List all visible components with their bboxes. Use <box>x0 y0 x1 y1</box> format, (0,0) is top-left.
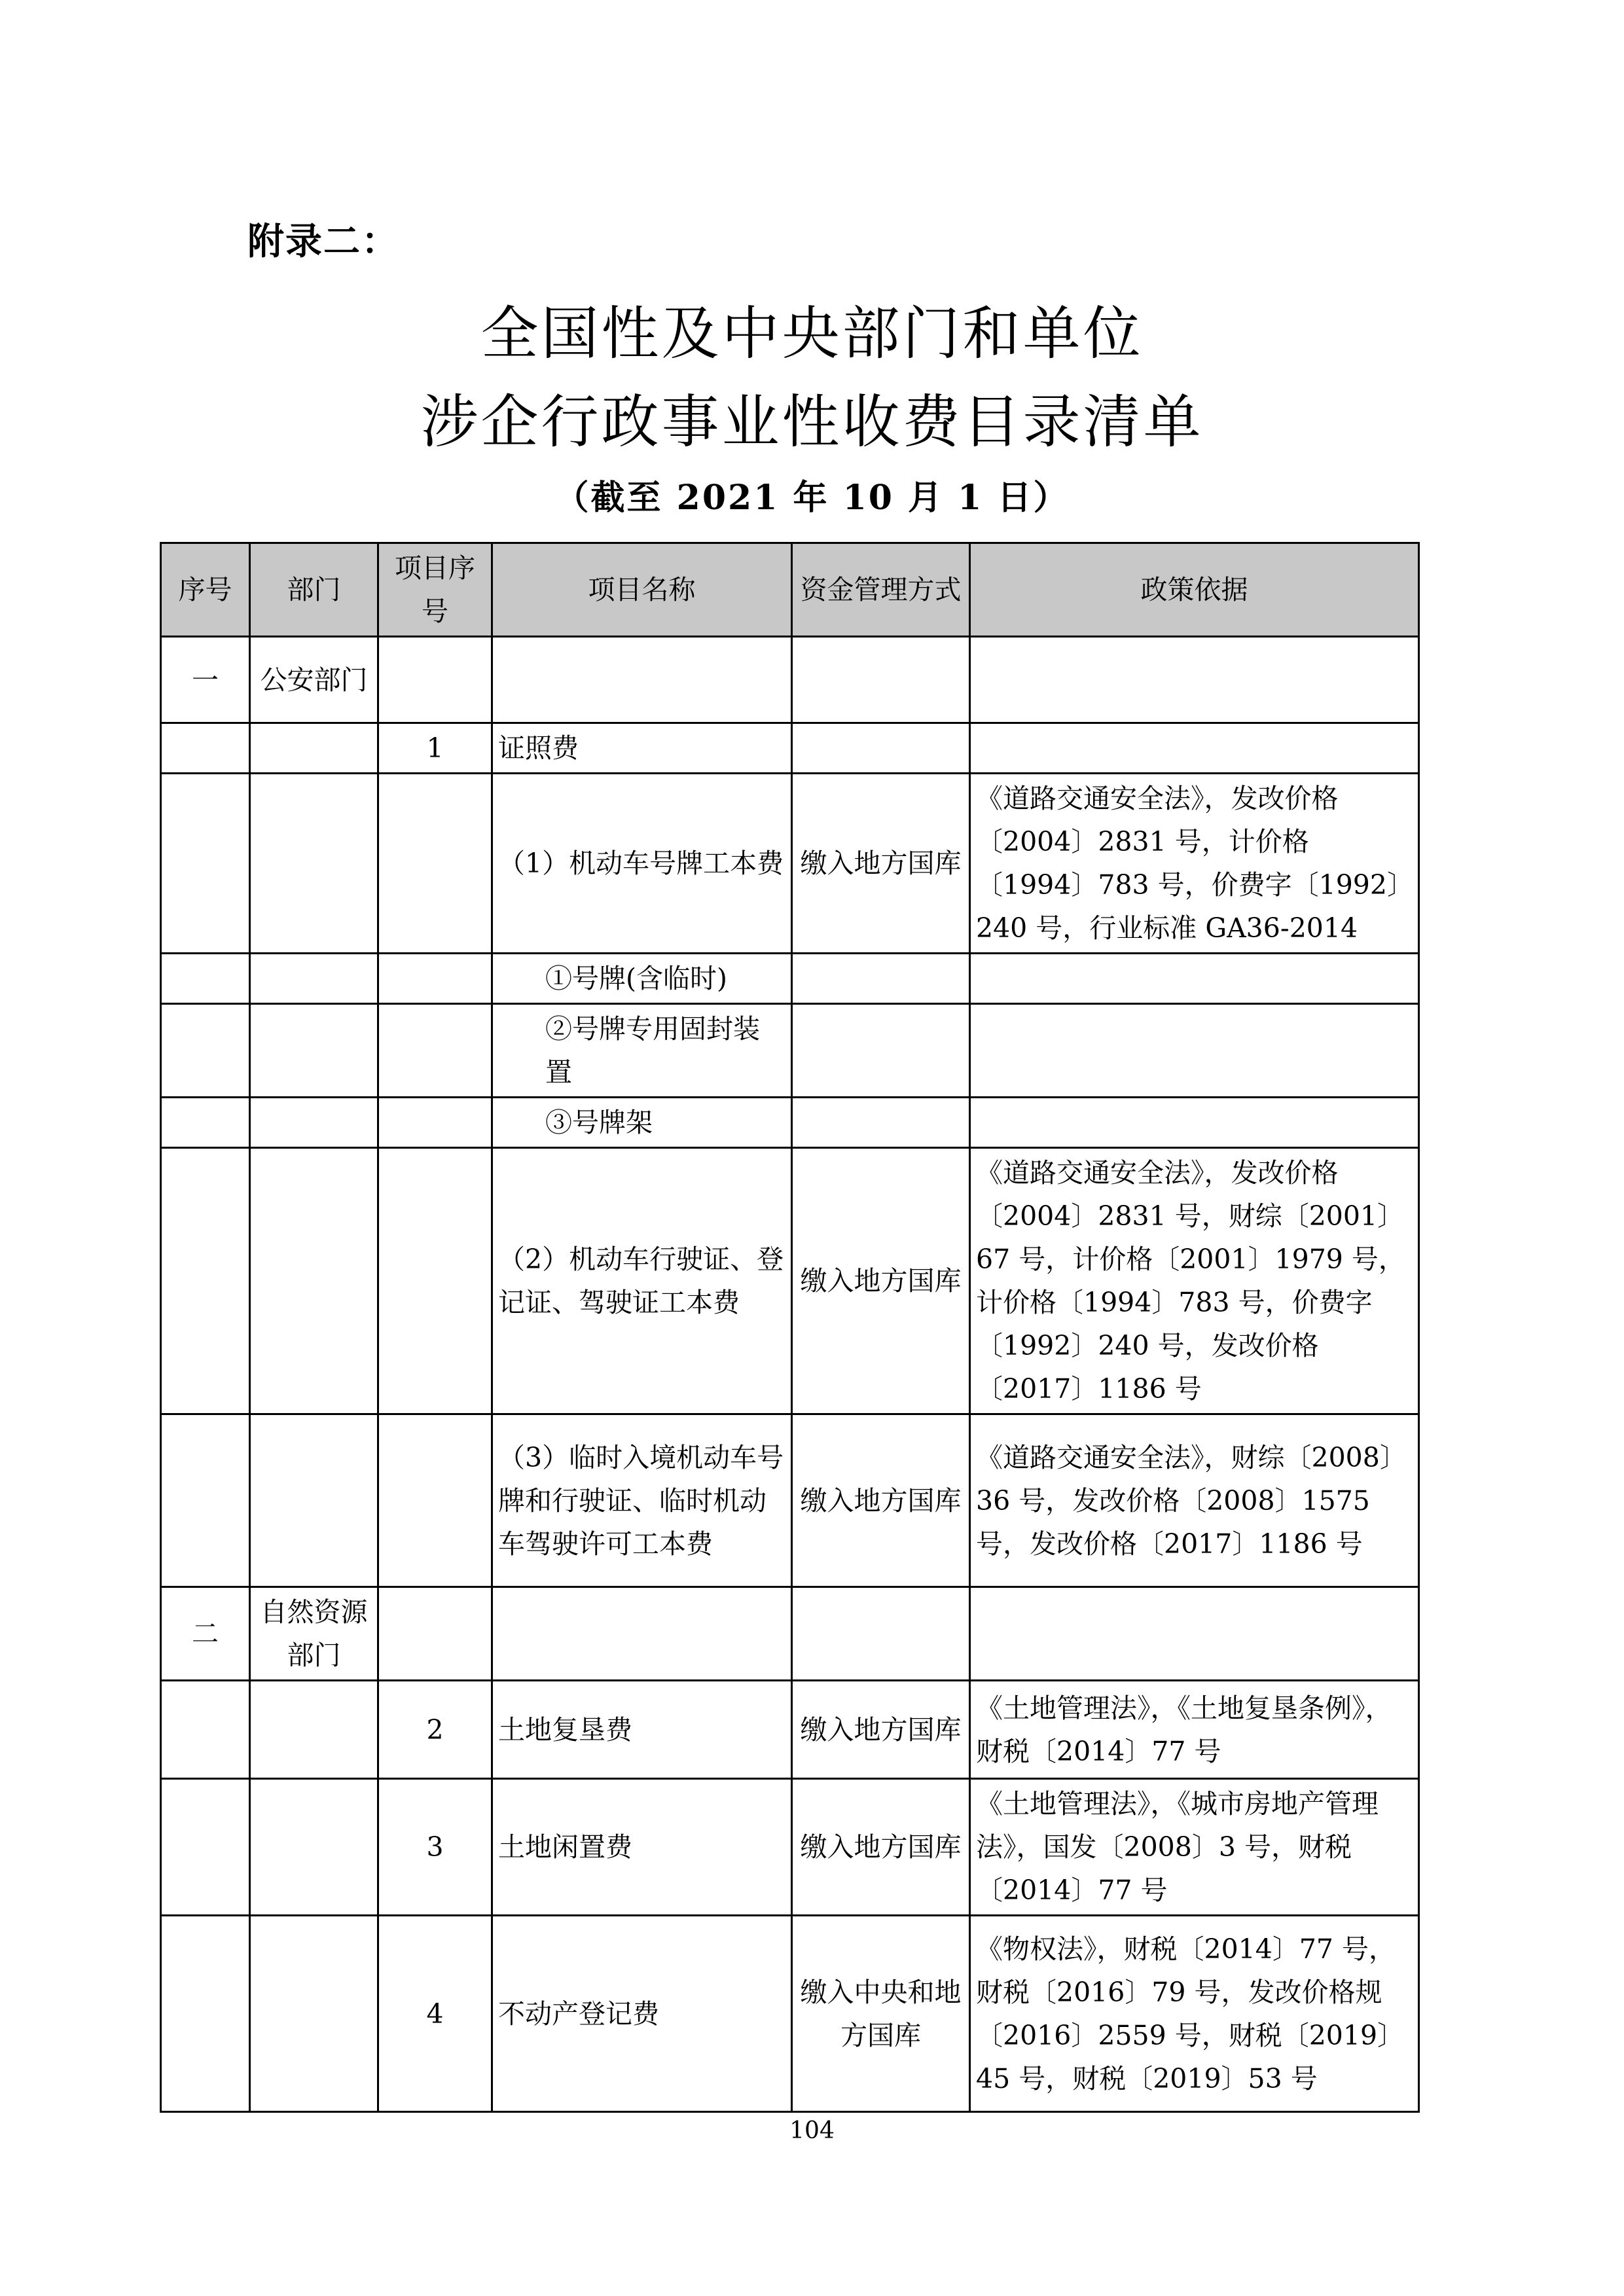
cell-item-name: （1）机动车号牌工本费 <box>492 774 792 954</box>
cell-fund <box>792 1004 970 1098</box>
header-dept: 部门 <box>250 543 378 637</box>
cell-fund: 缴入地方国库 <box>792 774 970 954</box>
cell-item-seq <box>378 1004 492 1098</box>
table-row <box>161 1004 1419 1098</box>
table-row <box>161 774 1419 954</box>
table-header-row <box>161 543 1419 637</box>
cell-policy: 《物权法》，财税〔2014〕77 号，财税〔2016〕79 号，发改价格规〔2016〕2559 号，财税〔2019〕45 号，财税〔2019〕53 号 <box>970 1916 1419 2112</box>
cell-dept: 公安部门 <box>250 637 378 723</box>
cell-policy: 《道路交通安全法》，发改价格〔2004〕2831 号，财综〔2001〕67 号，计价格〔2001〕1979 号，计价格〔1994〕783 号，价费字〔1992〕240 号，发改价格〔2017〕1186 号 <box>970 1148 1419 1414</box>
cell-item-name: 不动产登记费 <box>492 1916 792 2112</box>
cell-item-name: （3）临时入境机动车号牌和行驶证、临时机动车驾驶许可工本费 <box>492 1414 792 1587</box>
cell-item-name: （2）机动车行驶证、登记证、驾驶证工本费 <box>492 1148 792 1414</box>
cell-seq <box>161 1681 250 1779</box>
table-row <box>161 1414 1419 1587</box>
cell-item-seq <box>378 1414 492 1587</box>
cell-seq <box>161 1148 250 1414</box>
cell-item-seq <box>378 1098 492 1148</box>
cell-seq <box>161 954 250 1004</box>
cell-item-seq: 2 <box>378 1681 492 1779</box>
cell-dept <box>250 1148 378 1414</box>
header-item-name: 项目名称 <box>492 543 792 637</box>
title-line-2: 涉企行政事业性收费目录清单 <box>420 388 1204 456</box>
cell-fund <box>792 723 970 774</box>
table-row <box>161 1148 1419 1414</box>
cell-seq <box>161 774 250 954</box>
table-row <box>161 637 1419 723</box>
table-row <box>161 1779 1419 1916</box>
cell-seq <box>161 1414 250 1587</box>
cell-seq <box>161 1098 250 1148</box>
header-policy: 政策依据 <box>970 543 1419 637</box>
cell-dept <box>250 774 378 954</box>
cell-item-name: 土地闲置费 <box>492 1779 792 1916</box>
table-row <box>161 1681 1419 1779</box>
cell-policy <box>970 1004 1419 1098</box>
cell-item-name: ①号牌(含临时) <box>492 954 792 1004</box>
cell-policy <box>970 1098 1419 1148</box>
cell-dept <box>250 1004 378 1098</box>
cell-dept <box>250 1916 378 2112</box>
cell-fund: 缴入地方国库 <box>792 1779 970 1916</box>
title-line-1: 全国性及中央部门和单位 <box>480 300 1144 367</box>
cell-fund: 缴入地方国库 <box>792 1414 970 1587</box>
cell-seq <box>161 1779 250 1916</box>
cell-item-seq <box>378 1148 492 1414</box>
cell-item-seq: 4 <box>378 1916 492 2112</box>
cell-seq: 一 <box>161 637 250 723</box>
appendix-label: 附录二： <box>247 221 399 263</box>
subtitle-date: （截至 2021 年 10 月 1 日） <box>554 478 1070 518</box>
cell-policy: 《土地管理法》，《土地复垦条例》，财税〔2014〕77 号 <box>970 1681 1419 1779</box>
cell-policy <box>970 954 1419 1004</box>
cell-item-name: 土地复垦费 <box>492 1681 792 1779</box>
header-fund-mgmt: 资金管理方式 <box>792 543 970 637</box>
cell-fund <box>792 1098 970 1148</box>
cell-dept <box>250 954 378 1004</box>
cell-fund <box>792 1587 970 1681</box>
cell-policy: 《道路交通安全法》，发改价格〔2004〕2831 号，计价格〔1994〕783 号，价费字〔1992〕240 号，行业标准 GA36-2014 <box>970 774 1419 954</box>
cell-fund: 缴入地方国库 <box>792 1148 970 1414</box>
cell-fund <box>792 637 970 723</box>
header-item-seq: 项目序号 <box>378 543 492 637</box>
cell-item-seq: 3 <box>378 1779 492 1916</box>
cell-item-seq <box>378 1587 492 1681</box>
cell-fund: 缴入中央和地方国库 <box>792 1916 970 2112</box>
table-row <box>161 1587 1419 1681</box>
cell-dept <box>250 723 378 774</box>
cell-seq: 二 <box>161 1587 250 1681</box>
cell-item-name: ③号牌架 <box>492 1098 792 1148</box>
cell-item-seq <box>378 954 492 1004</box>
table-row <box>161 954 1419 1004</box>
cell-item-seq: 1 <box>378 723 492 774</box>
table-row <box>161 1916 1419 2112</box>
cell-policy <box>970 723 1419 774</box>
cell-item-name <box>492 1587 792 1681</box>
cell-policy: 《道路交通安全法》，财综〔2008〕36 号，发改价格〔2008〕1575 号，发改价格〔2017〕1186 号 <box>970 1414 1419 1587</box>
cell-dept <box>250 1414 378 1587</box>
header-seq: 序号 <box>161 543 250 637</box>
cell-fund <box>792 954 970 1004</box>
cell-seq <box>161 1916 250 2112</box>
cell-policy <box>970 1587 1419 1681</box>
cell-item-seq <box>378 637 492 723</box>
cell-item-name: ②号牌专用固封装置 <box>492 1004 792 1098</box>
table-row <box>161 1098 1419 1148</box>
cell-seq <box>161 1004 250 1098</box>
page-number: 104 <box>789 2117 835 2144</box>
table-row <box>161 723 1419 774</box>
cell-dept <box>250 1779 378 1916</box>
cell-dept <box>250 1098 378 1148</box>
cell-seq <box>161 723 250 774</box>
cell-policy <box>970 637 1419 723</box>
cell-policy: 《土地管理法》，《城市房地产管理法》，国发〔2008〕3 号，财税〔2014〕77 号 <box>970 1779 1419 1916</box>
cell-dept: 自然资源部门 <box>250 1587 378 1681</box>
fee-catalog-table <box>160 542 1420 2113</box>
cell-item-seq <box>378 774 492 954</box>
cell-fund: 缴入地方国库 <box>792 1681 970 1779</box>
cell-item-name <box>492 637 792 723</box>
cell-dept <box>250 1681 378 1779</box>
cell-item-name: 证照费 <box>492 723 792 774</box>
